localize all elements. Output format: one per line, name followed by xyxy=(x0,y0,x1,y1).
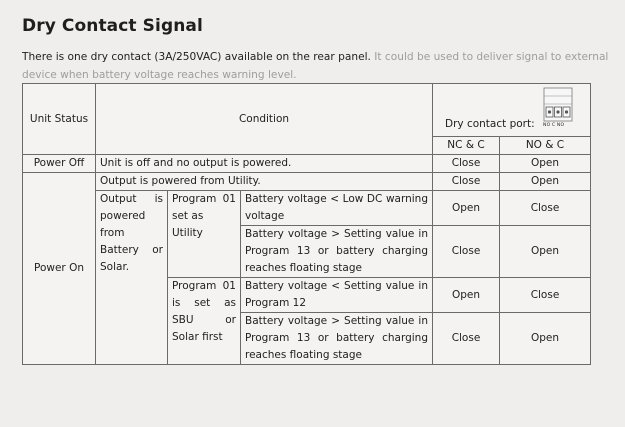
cond4-line-2: Program 13 or battery charging xyxy=(245,332,428,344)
status-power-on: Power On xyxy=(23,173,96,365)
battery-line-3: from xyxy=(100,227,125,239)
row-battery-1 xyxy=(23,191,591,226)
cond4-line-1: Battery voltage > Setting value in xyxy=(245,315,428,327)
prog-sbu-line-1: Program 01 xyxy=(172,280,236,292)
condition-low-dc xyxy=(241,191,433,226)
condition-floating-1 xyxy=(241,226,433,278)
header-nc-c: NC & C xyxy=(433,137,500,155)
port-icon-label: NO C NO xyxy=(543,123,565,128)
prog-sbu-line-2: is set as xyxy=(172,297,236,309)
intro-text: There is one dry contact (3A/250VAC) available on the rear panel. xyxy=(22,51,371,63)
nc-c-row-3: Open xyxy=(433,278,500,313)
battery-line-4: Battery or xyxy=(100,244,163,256)
nc-c-row-2: Close xyxy=(433,226,500,278)
nc-c-power-off: Close xyxy=(433,155,500,173)
battery-line-5: Solar. xyxy=(100,261,130,273)
no-c-row-1: Close xyxy=(500,191,591,226)
program-sbu xyxy=(168,278,241,365)
no-c-row-4: Open xyxy=(500,313,591,365)
intro-faded-text: It could be used to deliver signal to external xyxy=(374,51,609,63)
page-title: Dry Contact Signal xyxy=(22,16,203,36)
header-row xyxy=(23,84,591,137)
cond2-line-2: Program 13 or battery charging xyxy=(245,245,428,257)
prog-utility-line-2: set as Utility xyxy=(172,210,204,239)
cond1-line-1: Battery voltage < Low DC warning xyxy=(245,193,428,205)
no-c-row-3: Close xyxy=(500,278,591,313)
prog-utility-line-1: Program 01 xyxy=(172,193,236,205)
row-power-off xyxy=(23,155,591,173)
condition-program-12 xyxy=(241,278,433,313)
battery-line-2: powered xyxy=(100,210,146,222)
condition-floating-2 xyxy=(241,313,433,365)
battery-line-1: Output is xyxy=(100,193,163,205)
header-no-c: NO & C xyxy=(500,137,591,155)
port-label: Dry contact port: xyxy=(445,118,535,130)
condition-utility: Output is powered from Utility. xyxy=(96,173,433,191)
nc-c-row-4: Close xyxy=(433,313,500,365)
program-utility xyxy=(168,191,241,278)
nc-c-utility: Close xyxy=(433,173,500,191)
header-condition: Condition xyxy=(96,84,433,155)
cond1-line-2: voltage xyxy=(245,210,285,222)
no-c-power-off: Open xyxy=(500,155,591,173)
condition-battery-solar xyxy=(96,191,168,365)
prog-sbu-line-4: Solar first xyxy=(172,331,223,343)
intro-paragraph xyxy=(22,48,617,84)
status-power-off: Power Off xyxy=(23,155,96,173)
cond3-line-2: Program 12 xyxy=(245,297,307,309)
no-c-row-2: Open xyxy=(500,226,591,278)
prog-sbu-line-3: SBU or xyxy=(172,314,236,326)
cond2-line-1: Battery voltage > Setting value in xyxy=(245,228,428,240)
nc-c-row-1: Open xyxy=(433,191,500,226)
terminal-block-icon xyxy=(542,87,574,128)
no-c-utility: Open xyxy=(500,173,591,191)
header-port xyxy=(433,84,591,137)
row-utility xyxy=(23,173,591,191)
header-unit-status: Unit Status xyxy=(23,84,96,155)
intro-faded-text-2: device when battery voltage reaches warning level. xyxy=(22,69,297,81)
cond4-line-3: reaches floating stage xyxy=(245,349,362,361)
condition-power-off: Unit is off and no output is powered. xyxy=(96,155,433,173)
cond2-line-3: reaches floating stage xyxy=(245,262,362,274)
dry-contact-table xyxy=(22,83,591,365)
cond3-line-1: Battery voltage < Setting value in xyxy=(245,280,428,292)
